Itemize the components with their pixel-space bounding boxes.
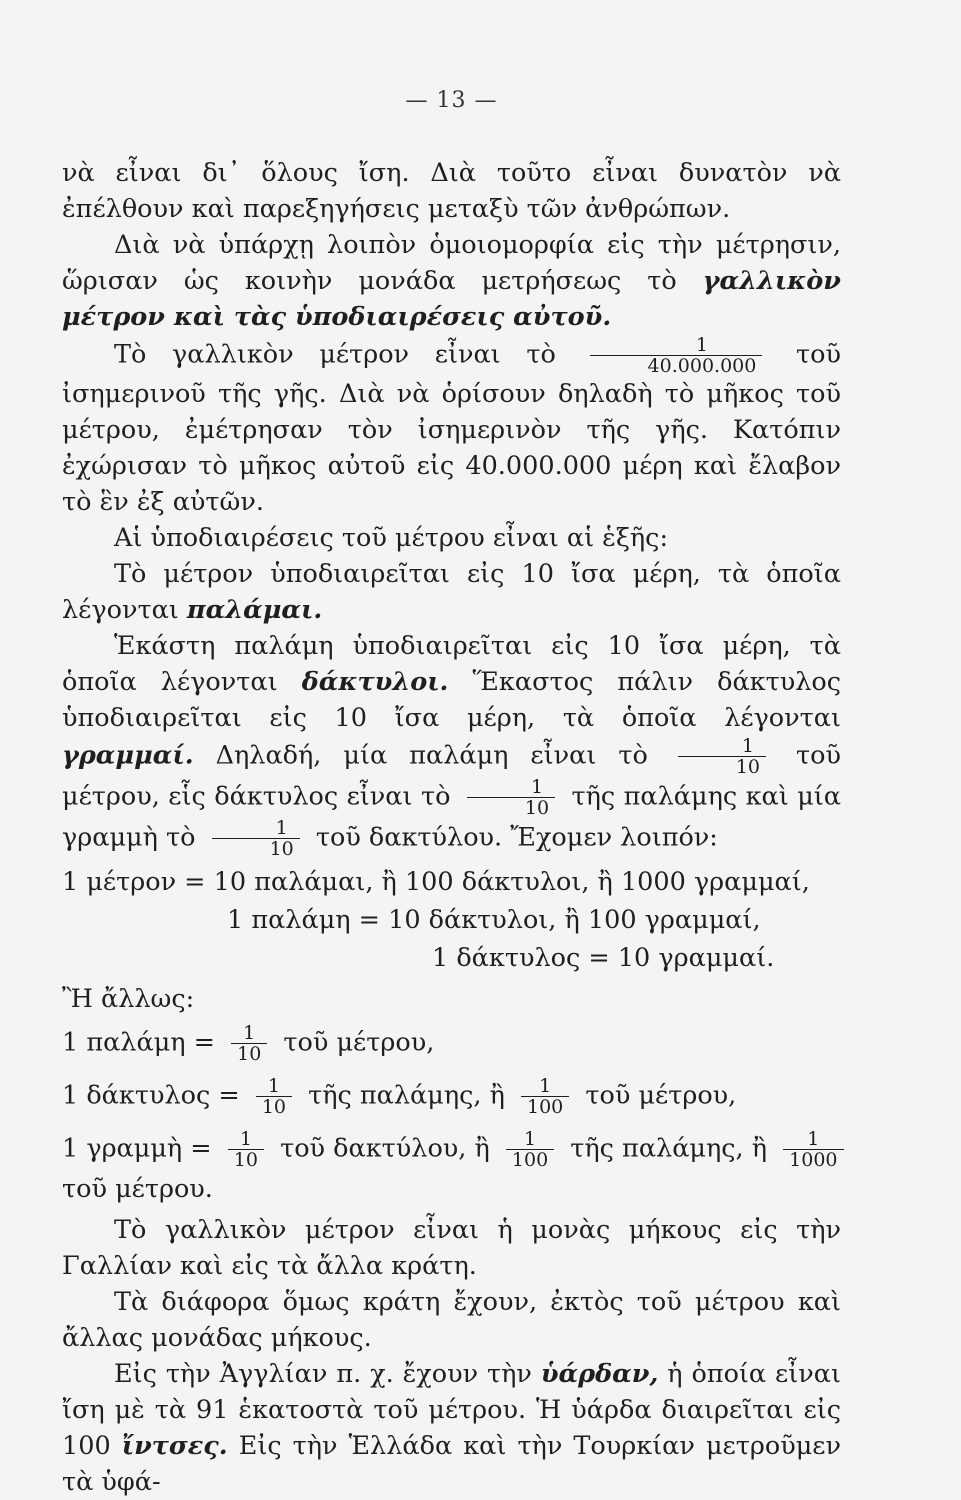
text: 1 γραμμὴ =	[62, 1133, 212, 1164]
fraction-numerator: 1	[523, 1128, 537, 1150]
text: τῆς παλάμης, ἢ	[308, 1080, 505, 1111]
fraction-numerator: 1	[239, 1128, 252, 1150]
emphasis-text: ὑάρδαν,	[540, 1359, 659, 1389]
emphasis-text: γαλλικὸν μέτρον καὶ τὰς ὑποδιαιρέσεις αὐτοῦ.	[62, 266, 841, 332]
text: Ἢ ἄλλως:	[62, 984, 195, 1014]
fraction	[678, 736, 766, 777]
fraction-denominator: 10	[467, 797, 555, 818]
paragraph-1	[62, 155, 841, 227]
paragraph-8	[62, 1284, 841, 1356]
emphasis-text: δάκτυλοι.	[301, 667, 449, 697]
fraction	[521, 1076, 569, 1117]
text: τοῦ μέτρου,	[585, 1080, 737, 1111]
fraction-numerator: 1	[267, 1075, 280, 1097]
text: Τὸ γαλλικὸν μέτρον εἶναι τὸ	[114, 339, 556, 370]
emphasis-text: γραμμαί.	[62, 740, 194, 771]
text: ἡ ὁποία εἶναι ἴση μὲ τὰ 91 ἑκατοστὰ τοῦ μέτρου. Ἡ ὑάρδα διαιρεῖται εἰς 100	[62, 1359, 841, 1461]
fraction	[212, 818, 300, 859]
text: Εἰς τὴν Ἀγγλίαν π. χ. ἔχουν τὴν	[114, 1359, 541, 1389]
text: τοῦ μέτρου,	[283, 1027, 435, 1058]
fraction-line	[62, 1076, 841, 1117]
paragraph-3	[62, 335, 841, 520]
equivalence-table	[62, 863, 841, 977]
paragraph-6	[62, 628, 841, 859]
fraction-denominator: 10	[256, 1096, 292, 1117]
fraction-numerator: 1	[275, 817, 288, 839]
text: τοῦ μέτρου, εἷς δάκτυλος εἶναι τὸ	[62, 740, 842, 812]
fraction-denominator: 100	[521, 1096, 569, 1117]
text: Εἰς τὴν Ἑλλάδα καὶ τὴν Τουρκίαν μετροῦμεν τὰ ὑφά-	[62, 1431, 841, 1497]
fraction	[590, 335, 763, 376]
fraction	[256, 1076, 292, 1117]
fraction	[228, 1129, 264, 1170]
fraction	[467, 777, 555, 818]
fraction-numerator: 1	[539, 1075, 552, 1097]
text: Αἱ ὑποδιαιρέσεις τοῦ μέτρου εἶναι αἱ ἑξῆς:	[114, 523, 669, 553]
paragraph-5	[62, 556, 841, 628]
text: Τὸ μέτρον ὑποδιαιρεῖται εἰς 10 ἴσα μέρη, τὰ ὁποῖα λέγονται	[62, 559, 841, 625]
fraction-denominator: 40.000.000	[590, 355, 763, 376]
text: τῆς παλάμης, ἢ	[570, 1133, 768, 1164]
text: Ἑκάστη παλάμη ὑποδιαιρεῖται εἰς 10 ἴσα μέρη, τὰ ὁποῖα λέγονται	[62, 631, 841, 697]
text: Διὰ νὰ ὑπάρχῃ λοιπὸν ὁμοιομορφία εἰς τὴν μέτρησιν, ὥρισαν ὡς κοινὴν μονάδα μετρήσεως τὸ	[62, 230, 841, 296]
page-number: — 13 —	[405, 88, 498, 113]
text: τοῦ δακτύλου. Ἔχομεν λοιπόν:	[315, 822, 718, 853]
text: τοῦ δακτύλου, ἢ	[280, 1133, 490, 1164]
paragraph-2	[62, 227, 841, 335]
fraction-denominator: 10	[231, 1043, 267, 1064]
fraction-line	[62, 1129, 841, 1170]
emphasis-text: ἴντσες.	[121, 1431, 228, 1461]
equation-line: 1 μέτρον = 10 παλάμαι, ἢ 100 δάκτυλοι, ἢ 1000 γραμμαί,	[62, 867, 810, 897]
fraction-denominator: 10	[228, 1149, 264, 1170]
fraction-numerator: 1	[807, 1128, 820, 1150]
fraction	[231, 1023, 267, 1064]
text: Τὰ διάφορα ὅμως κράτη ἔχουν, ἐκτὸς τοῦ μέτρου καὶ ἄλλας μονάδας μήκους.	[62, 1287, 841, 1353]
equation-line: 1 παλάμη = 10 δάκτυλοι, ἢ 100 γραμμαί,	[227, 905, 761, 935]
text: τοῦ ἰσημερινοῦ τῆς γῆς. Διὰ νὰ ὁρίσουν δηλαδὴ τὸ μῆκος τοῦ μέτρου, ἐμέτρησαν τὸν ἰσημερινὸν τῆς γῆς. Κατόπιν ἐχώρισαν τὸ μῆκος αὐτοῦ εἰς 40.000.000 μέρη καὶ ἔλαβον τὸ ἓν ἐξ αὐτῶν.	[62, 339, 842, 517]
emphasis-text: παλάμαι.	[186, 595, 323, 625]
fraction-line-continued	[62, 1170, 841, 1208]
fraction	[783, 1129, 843, 1170]
paragraph-7	[62, 1212, 841, 1284]
paragraph-4	[62, 520, 841, 556]
text: Τὸ γαλλικὸν μέτρον εἶναι ἡ μονὰς μήκους εἰς τὴν Γαλλίαν καὶ εἰς τὰ ἄλλα κράτη.	[62, 1215, 841, 1281]
text: 1 παλάμη =	[62, 1027, 216, 1058]
fraction-denominator: 100	[506, 1149, 554, 1170]
fraction-line	[62, 1023, 841, 1064]
fraction-denominator: 10	[212, 838, 300, 859]
text: τοῦ μέτρου.	[62, 1174, 213, 1204]
fraction-denominator: 10	[678, 756, 766, 777]
text: νὰ εἶναι δι᾿ ὅλους ἴση. Διὰ τοῦτο εἶναι δυνατὸν νὰ ἐπέλθουν καὶ παρεξηγήσεις μεταξὺ τῶν ἀνθρώπων.	[62, 158, 841, 224]
fraction-numerator: 1	[695, 334, 708, 356]
fraction	[506, 1129, 554, 1170]
fraction-numerator: 1	[741, 735, 754, 757]
fraction-numerator: 1	[530, 776, 544, 798]
equation-line: 1 δάκτυλος = 10 γραμμαί.	[432, 943, 775, 973]
text: Δηλαδή, μία παλάμη εἶναι τὸ	[193, 740, 648, 771]
fraction-numerator: 1	[243, 1022, 256, 1044]
paragraph-9	[62, 1356, 841, 1500]
text: τῆς παλάμης καὶ μία γραμμὴ τὸ	[62, 781, 841, 853]
alternative-heading	[62, 981, 841, 1017]
text: 1 δάκτυλος =	[62, 1080, 240, 1111]
fraction-denominator: 1000	[783, 1149, 843, 1170]
text: Ἕκαστος πάλιν δάκτυλος ὑποδιαιρεῖται εἰς 10 ἴσα μέρη, τὰ ὁποῖα λέγονται	[62, 667, 842, 733]
